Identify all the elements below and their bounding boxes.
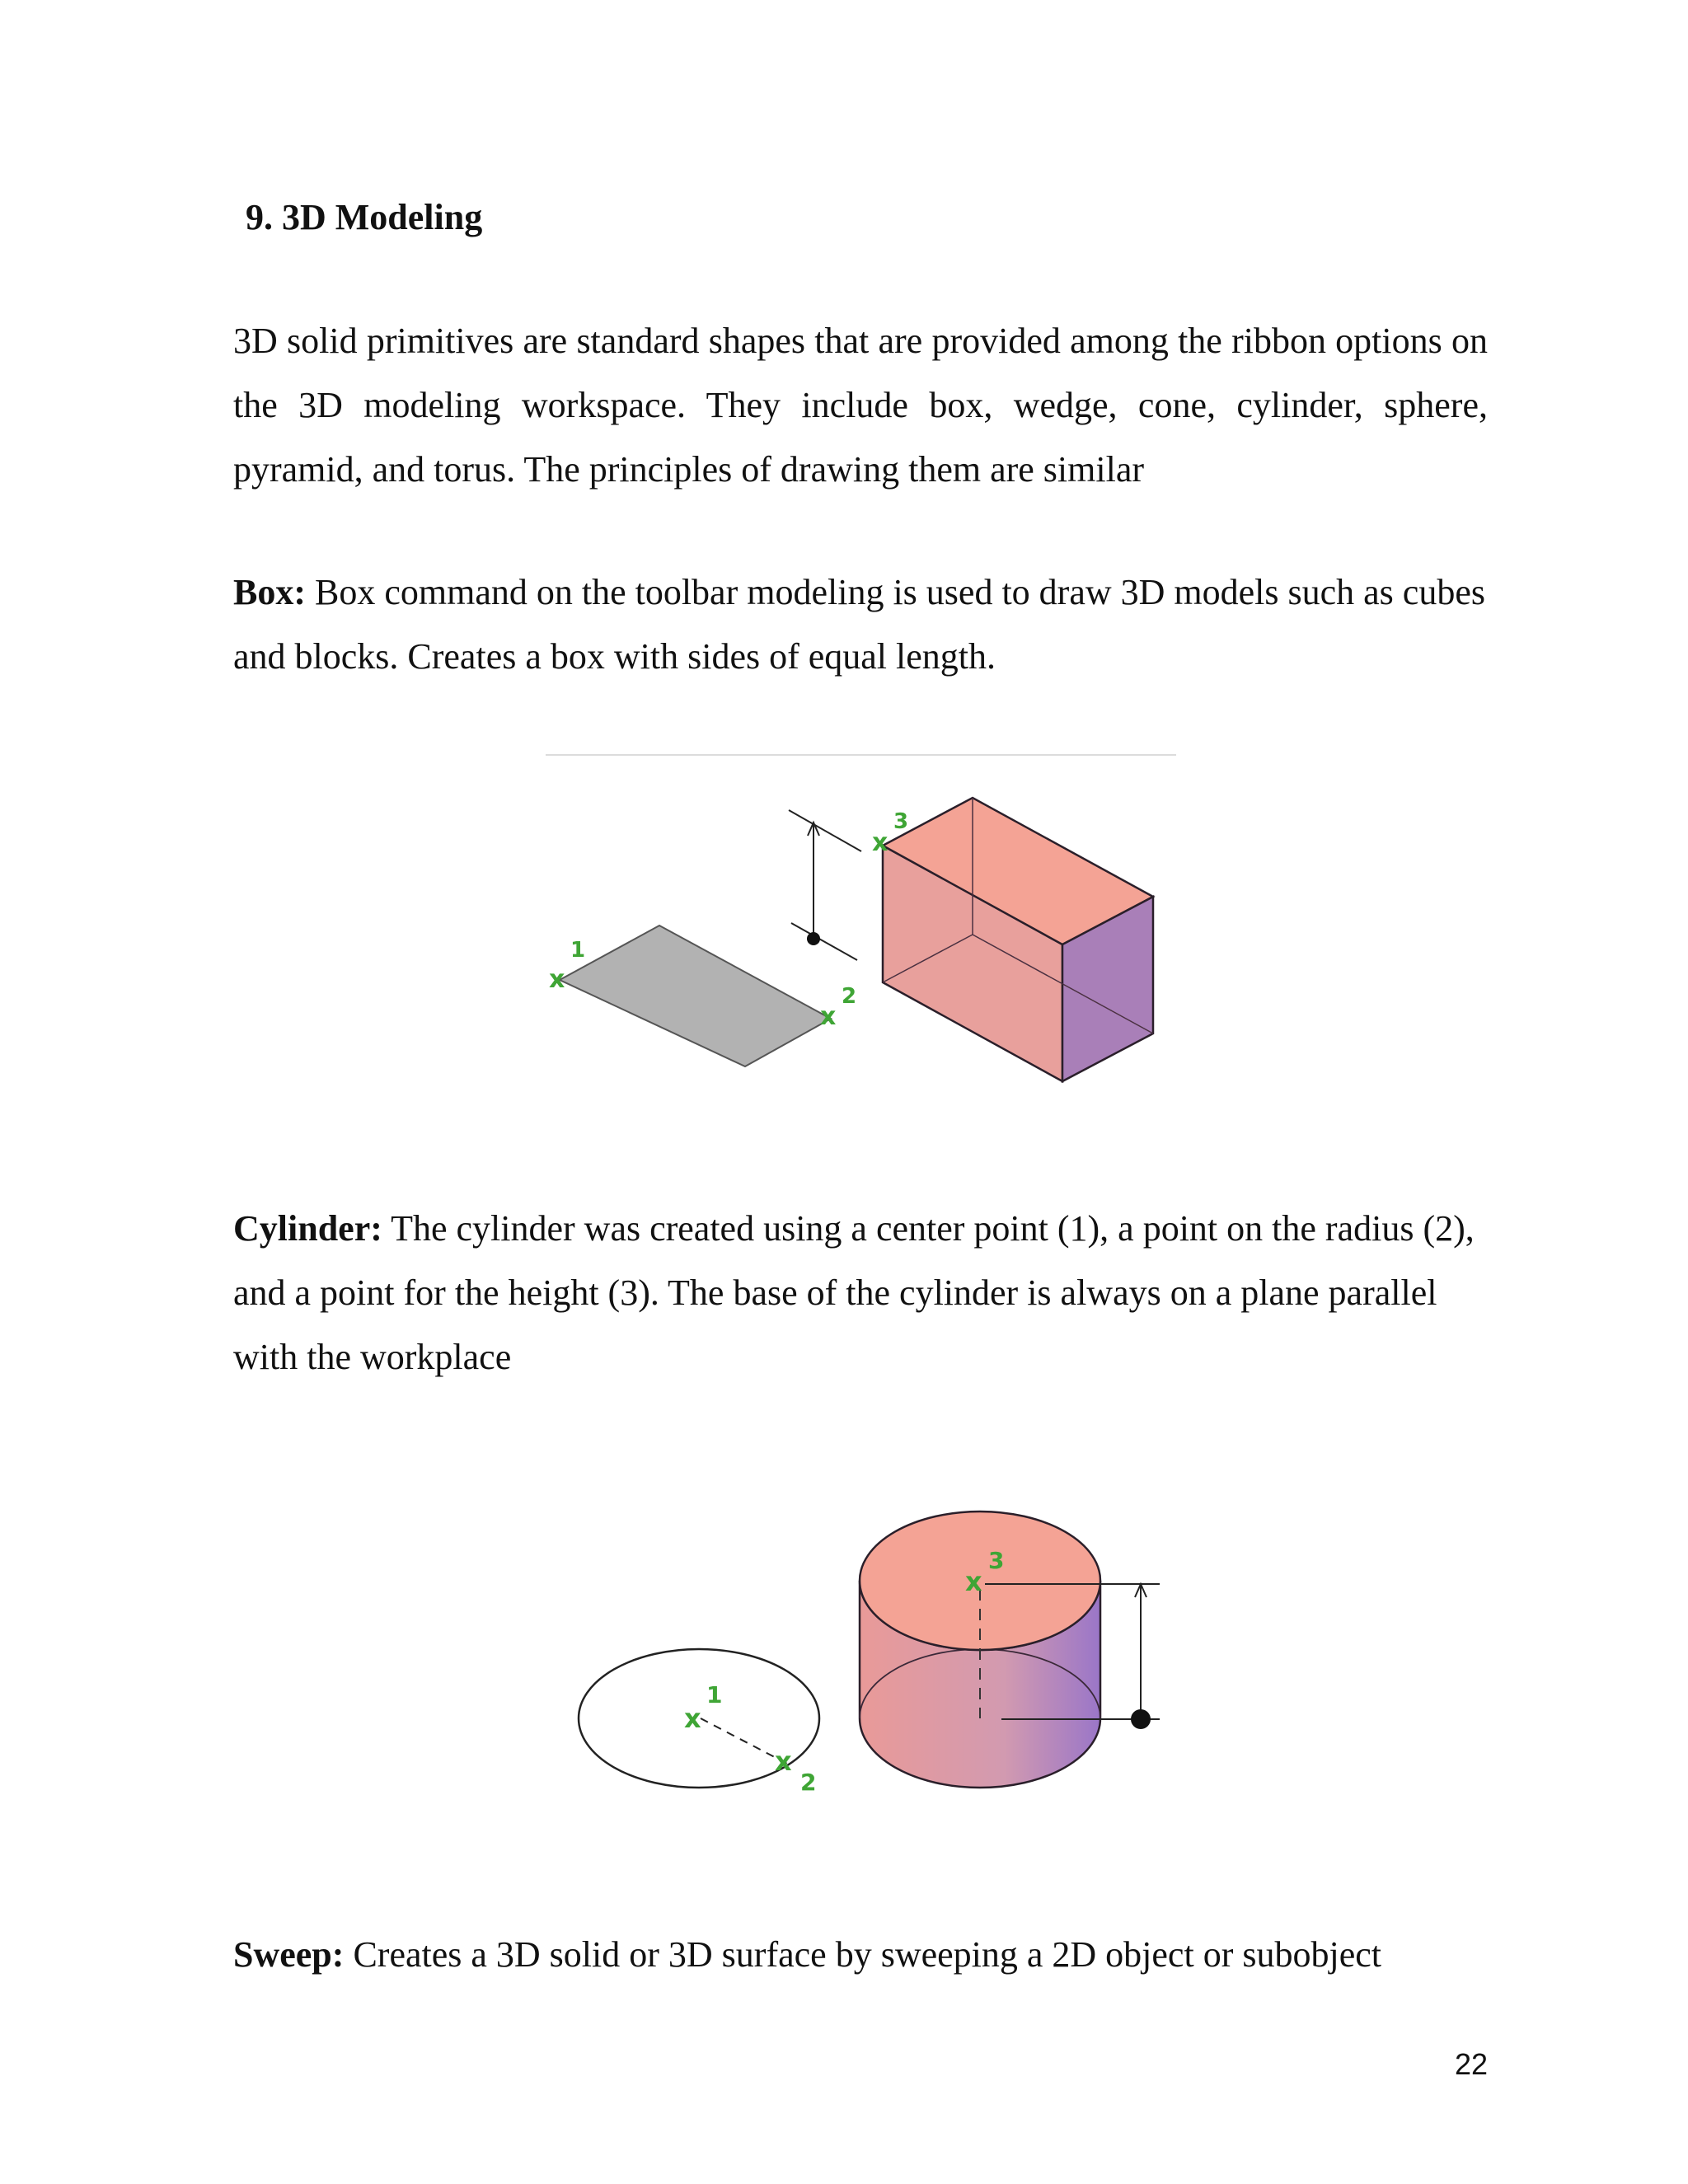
box-term: Box: bbox=[233, 572, 306, 612]
box-figure bbox=[544, 742, 1179, 1088]
box-marker-x-2: x bbox=[820, 1002, 837, 1031]
box-description: Box command on the toolbar modeling is used to draw 3D models such as cubes and blocks. Creates a box with sides of equal length. bbox=[233, 572, 1485, 677]
page-number: 22 bbox=[1454, 2047, 1488, 2081]
cylinder-marker-label-1: 1 bbox=[706, 1681, 723, 1708]
cylinder-marker-label-3: 3 bbox=[988, 1547, 1005, 1574]
intro-paragraph: 3D solid primitives are standard shapes that are provided among the ribbon options on the 3D modeling workspace. They include box, wedge, cone, cylinder, sphere, pyramid, and torus. The principles of drawing them are similar bbox=[233, 321, 1488, 490]
cylinder-marker-x-1: x bbox=[684, 1703, 701, 1734]
box-marker-label-2: 2 bbox=[842, 984, 857, 1009]
box-paragraph bbox=[233, 560, 1488, 689]
cylinder-description: The cylinder was created using a center point (1), a point on the radius (2), and a point for the height (3). The base of the cylinder is always on a plane parallel with the workplace bbox=[233, 1208, 1475, 1377]
sweep-description: Creates a 3D solid or 3D surface by sweeping a 2D object or subobject bbox=[344, 1934, 1381, 1975]
cylinder-term: Cylinder: bbox=[233, 1208, 382, 1249]
cylinder-dimension-dot bbox=[1131, 1709, 1151, 1729]
box-dimension-dot bbox=[807, 932, 820, 945]
cylinder-marker-x-2: x bbox=[775, 1746, 792, 1777]
box-marker-label-1: 1 bbox=[570, 938, 586, 963]
sweep-paragraph bbox=[233, 1923, 1488, 1987]
box-dimension-extension-bottom bbox=[791, 923, 857, 960]
box-marker-x-1: x bbox=[549, 965, 565, 994]
sweep-term: Sweep: bbox=[233, 1934, 345, 1975]
cylinder-marker-x-3: x bbox=[965, 1566, 982, 1597]
section-heading: 9. 3D Modeling bbox=[246, 197, 483, 237]
cylinder-marker-label-2: 2 bbox=[800, 1769, 817, 1796]
box-dimension-extension-top bbox=[789, 810, 861, 851]
cylinder-figure bbox=[565, 1492, 1175, 1797]
box-marker-x-3: x bbox=[872, 828, 889, 857]
box-base-rectangle bbox=[560, 926, 831, 1066]
cylinder-paragraph bbox=[233, 1197, 1488, 1390]
box-marker-label-3: 3 bbox=[893, 809, 909, 834]
